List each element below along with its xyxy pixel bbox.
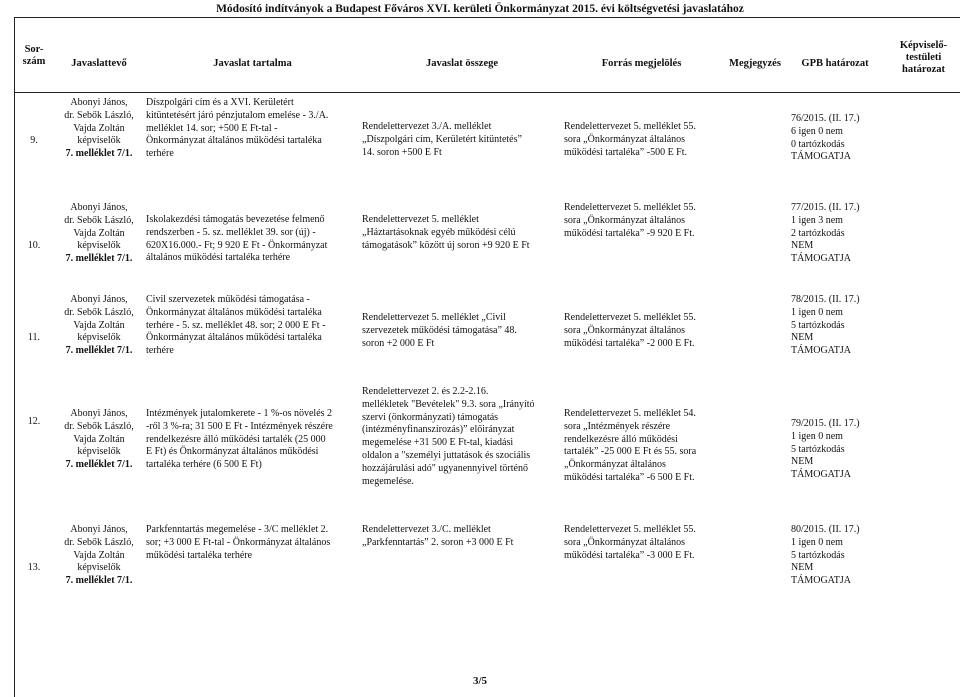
row-proposer-cell — [56, 524, 142, 588]
proposer-line: Vajda Zoltán — [73, 319, 125, 331]
decision-line: TÁMOGATJA — [791, 253, 851, 265]
content-line: általános működési tartaléka terhére — [146, 252, 291, 264]
proposer-line: képviselők — [77, 332, 121, 344]
amount-line: Rendelettervezet 3./C. melléklet — [362, 524, 491, 535]
row-content-cell — [146, 294, 361, 358]
source-line: rendelkezésre álló működési — [564, 433, 678, 445]
proposer-line: dr. Sebők László, — [64, 214, 134, 226]
source-line: működési tartaléka” -3 000 E Ft. — [564, 549, 695, 561]
decision-line: NEM — [791, 240, 814, 252]
source-line: működési tartaléka” -6 500 E Ft. — [564, 471, 695, 483]
row-num-cell: 9. — [30, 135, 38, 146]
amount-line: mellékletek "Bevételek" 9.3. sora „Irányító — [362, 398, 535, 410]
content-line: Parkfenntartás megemelése - 3/C melléklet 2. — [146, 524, 329, 535]
amount-line: „Díszpolgári cím, Kerületért kitüntetés” — [362, 133, 522, 145]
table-top-border — [14, 17, 960, 18]
amount-line: 14. soron +500 E Ft — [362, 146, 442, 158]
document-title: Módosító indítványok a Budapest Főváros XVI. kerületi Önkormányzat 2015. évi költségvetési javaslatához — [216, 3, 744, 15]
content-line: sor; +3 000 E Ft-tal - Önkormányzat általános — [146, 536, 331, 548]
amount-line: Rendelettervezet 3./A. melléklet — [362, 121, 492, 132]
proposer-line: képviselők — [77, 135, 121, 147]
proposer-line: Abonyi János, — [70, 408, 128, 419]
row-source-cell — [564, 408, 719, 485]
decision-line: TÁMOGATJA — [791, 151, 851, 163]
content-line: kitüntetésért járó pénzjutalom emelése - 3./A. — [146, 109, 329, 121]
amount-line: megemelése. — [362, 475, 414, 487]
source-line: működési tartaléka” -2 000 E Ft. — [564, 337, 695, 349]
row-num-cell: 12. — [27, 416, 41, 427]
source-line: Rendelettervezet 5. melléklet 55. — [564, 121, 696, 132]
proposer-line: 7. melléklet 7/1. — [65, 459, 133, 471]
proposer-line: Vajda Zoltán — [73, 549, 125, 561]
proposer-line: Vajda Zoltán — [73, 433, 125, 445]
source-line: tartalék” -25 000 E Ft és 55. sora — [564, 446, 697, 458]
row-amount-cell — [362, 121, 562, 159]
decision-line: TÁMOGATJA — [791, 575, 851, 587]
proposer-line: Abonyi János, — [70, 294, 128, 305]
decision-line: NEM — [791, 456, 814, 468]
source-line: sora „Önkormányzat általános — [564, 214, 686, 226]
amount-line: szervi (önkormányzati) támogatás — [362, 411, 499, 423]
row-content-cell — [146, 97, 361, 161]
decision-line: TÁMOGATJA — [791, 345, 851, 357]
row-num-cell: 11. — [27, 332, 41, 343]
decision-line: 0 tartózkodás — [791, 138, 845, 150]
table-left-border — [14, 17, 15, 697]
row-decision-cell — [791, 202, 885, 266]
decision-line: 76/2015. (II. 17.) — [791, 113, 860, 124]
decision-line: 77/2015. (II. 17.) — [791, 202, 860, 213]
content-line: Önkormányzat általános működési tartaléka — [146, 306, 322, 318]
row-source-cell — [564, 121, 719, 159]
amount-line: oldalon a "személyi juttatások és szociális — [362, 449, 531, 461]
header-sorszam: Sor-szám — [22, 44, 46, 67]
content-line: E Ft) és Önkormányzat általános működési — [146, 446, 319, 458]
proposer-line: képviselők — [77, 446, 121, 458]
content-line: Önkormányzat általános működési tartaléka — [146, 135, 322, 147]
amount-line: (intézményfinanszírozás)” előirányzat — [362, 424, 515, 436]
proposer-line: Abonyi János, — [70, 202, 128, 213]
source-line: sora „Önkormányzat általános — [564, 133, 686, 145]
proposer-line: képviselők — [77, 562, 121, 574]
header-javaslattevo: Javaslattevő — [71, 58, 127, 69]
source-line: sora „Önkormányzat általános — [564, 536, 686, 548]
content-line: melléklet 14. sor; +500 E Ft-tal - — [146, 122, 278, 134]
proposer-line: 7. melléklet 7/1. — [65, 345, 133, 357]
decision-line: 1 igen 0 nem — [791, 430, 843, 442]
content-line: Civil szervezetek működési támogatása - — [146, 294, 310, 305]
content-line: Intézmények jutalomkerete - 1 %-os növelés 2 — [146, 408, 333, 419]
decision-line: 2 tartózkodás — [791, 227, 845, 239]
proposer-line: Vajda Zoltán — [73, 122, 125, 134]
row-proposer-cell — [56, 97, 142, 161]
header-gpb: GPB határozat — [801, 58, 869, 69]
source-line: működési tartaléka” -500 E Ft. — [564, 146, 688, 158]
amount-line: Rendelettervezet 2. és 2.2-2.16. — [362, 386, 489, 397]
row-content-cell — [146, 524, 361, 562]
content-line: -ről 3 %-ra; 31 500 E Ft - Intézmények részére — [146, 420, 333, 432]
decision-line: TÁMOGATJA — [791, 469, 851, 481]
row-decision-cell — [791, 113, 885, 164]
header-tartalma: Javaslat tartalma — [213, 58, 292, 69]
proposer-line: képviselők — [77, 240, 121, 252]
row-decision-cell — [791, 524, 885, 588]
row-amount-cell — [362, 386, 562, 488]
amount-line: hozzájárulási adó" ugyanennyivel történő — [362, 462, 528, 474]
proposer-line: dr. Sebők László, — [64, 420, 134, 432]
content-line: Önkormányzat általános működési tartaléka — [146, 332, 322, 344]
decision-line: 1 igen 0 nem — [791, 536, 843, 548]
content-line: Iskolakezdési támogatás bevezetése felmenő — [146, 214, 325, 225]
content-line: terhére — [146, 148, 174, 160]
amount-line: soron +2 000 E Ft — [362, 337, 435, 349]
row-content-cell — [146, 214, 361, 265]
amount-line: megemelése +31 500 E Ft-tal, kiadási — [362, 437, 514, 449]
content-line: terhére — [146, 345, 174, 357]
decision-line: 6 igen 0 nem — [791, 125, 843, 137]
source-line: Rendelettervezet 5. melléklet 54. — [564, 408, 696, 419]
amount-line: „Parkfenntartás” 2. soron +3 000 E Ft — [362, 536, 514, 548]
proposer-line: Abonyi János, — [70, 524, 128, 535]
decision-line: 80/2015. (II. 17.) — [791, 524, 860, 535]
decision-line: 5 tartózkodás — [791, 443, 845, 455]
amount-line: „Háztartásoknak egyéb működési célú — [362, 226, 516, 238]
proposer-line: Abonyi János, — [70, 97, 128, 108]
header-forras: Forrás megjelölés — [601, 58, 682, 69]
row-amount-cell — [362, 214, 562, 252]
row-proposer-cell — [56, 202, 142, 266]
proposer-line: dr. Sebők László, — [64, 109, 134, 121]
amount-line: szervezetek működési támogatása” 48. — [362, 324, 517, 336]
decision-line: 79/2015. (II. 17.) — [791, 418, 860, 429]
proposer-line: 7. melléklet 7/1. — [65, 253, 133, 265]
header-megjegyzes: Megjegyzés — [729, 58, 781, 69]
row-amount-cell — [362, 312, 562, 350]
content-line: működési tartaléka terhére — [146, 549, 253, 561]
proposer-line: Vajda Zoltán — [73, 227, 125, 239]
amount-line: Rendelettervezet 5. melléklet „Civil — [362, 312, 506, 323]
amount-line: támogatások” között új soron +9 920 E Ft — [362, 239, 530, 251]
content-line: tartaléka terhére (6 500 E Ft) — [146, 459, 262, 471]
row-decision-cell — [791, 294, 885, 358]
source-line: működési tartaléka” -9 920 E Ft. — [564, 227, 695, 239]
proposer-line: 7. melléklet 7/1. — [65, 575, 133, 587]
source-line: sora „Önkormányzat általános — [564, 324, 686, 336]
row-content-cell — [146, 408, 361, 472]
content-line: rendelkezésre álló működési tartalék (25 000 — [146, 433, 326, 445]
source-line: sora „Intézmények részére — [564, 420, 671, 432]
source-line: Rendelettervezet 5. melléklet 55. — [564, 524, 696, 535]
content-line: 620X16.000.- Ft; 9 920 E Ft - Önkormányzat — [146, 239, 328, 251]
row-decision-cell — [791, 418, 885, 482]
content-line: rendszerben - 5. sz. melléklet 39. sor (új) - — [146, 226, 316, 238]
row-source-cell — [564, 202, 719, 240]
decision-line: 5 tartózkodás — [791, 319, 845, 331]
content-line: Díszpolgári cím és a XVI. Kerületért — [146, 97, 294, 108]
row-source-cell — [564, 524, 719, 562]
decision-line: NEM — [791, 562, 814, 574]
proposer-line: 7. melléklet 7/1. — [65, 148, 133, 160]
decision-line: 5 tartózkodás — [791, 549, 845, 561]
source-line: Rendelettervezet 5. melléklet 55. — [564, 312, 696, 323]
content-line: terhére - 5. sz. melléklet 48. sor; 2 000 E Ft - — [146, 319, 326, 331]
source-line: „Önkormányzat általános — [564, 459, 666, 471]
proposer-line: dr. Sebők László, — [64, 536, 134, 548]
decision-line: NEM — [791, 332, 814, 344]
row-num-cell: 13. — [27, 562, 41, 573]
proposer-line: dr. Sebők László, — [64, 306, 134, 318]
page-number: 3/5 — [472, 675, 488, 687]
decision-line: 78/2015. (II. 17.) — [791, 294, 860, 305]
decision-line: 1 igen 0 nem — [791, 306, 843, 318]
header-testuleti: Képviselő-testületi határozat — [899, 40, 948, 75]
decision-line: 1 igen 3 nem — [791, 214, 843, 226]
row-proposer-cell — [56, 408, 142, 472]
row-amount-cell — [362, 524, 562, 550]
header-bottom-border — [14, 92, 960, 93]
row-num-cell: 10. — [27, 240, 41, 251]
amount-line: Rendelettervezet 5. melléklet — [362, 214, 479, 225]
row-proposer-cell — [56, 294, 142, 358]
source-line: Rendelettervezet 5. melléklet 55. — [564, 202, 696, 213]
row-source-cell — [564, 312, 719, 350]
header-osszege: Javaslat összege — [425, 58, 499, 69]
